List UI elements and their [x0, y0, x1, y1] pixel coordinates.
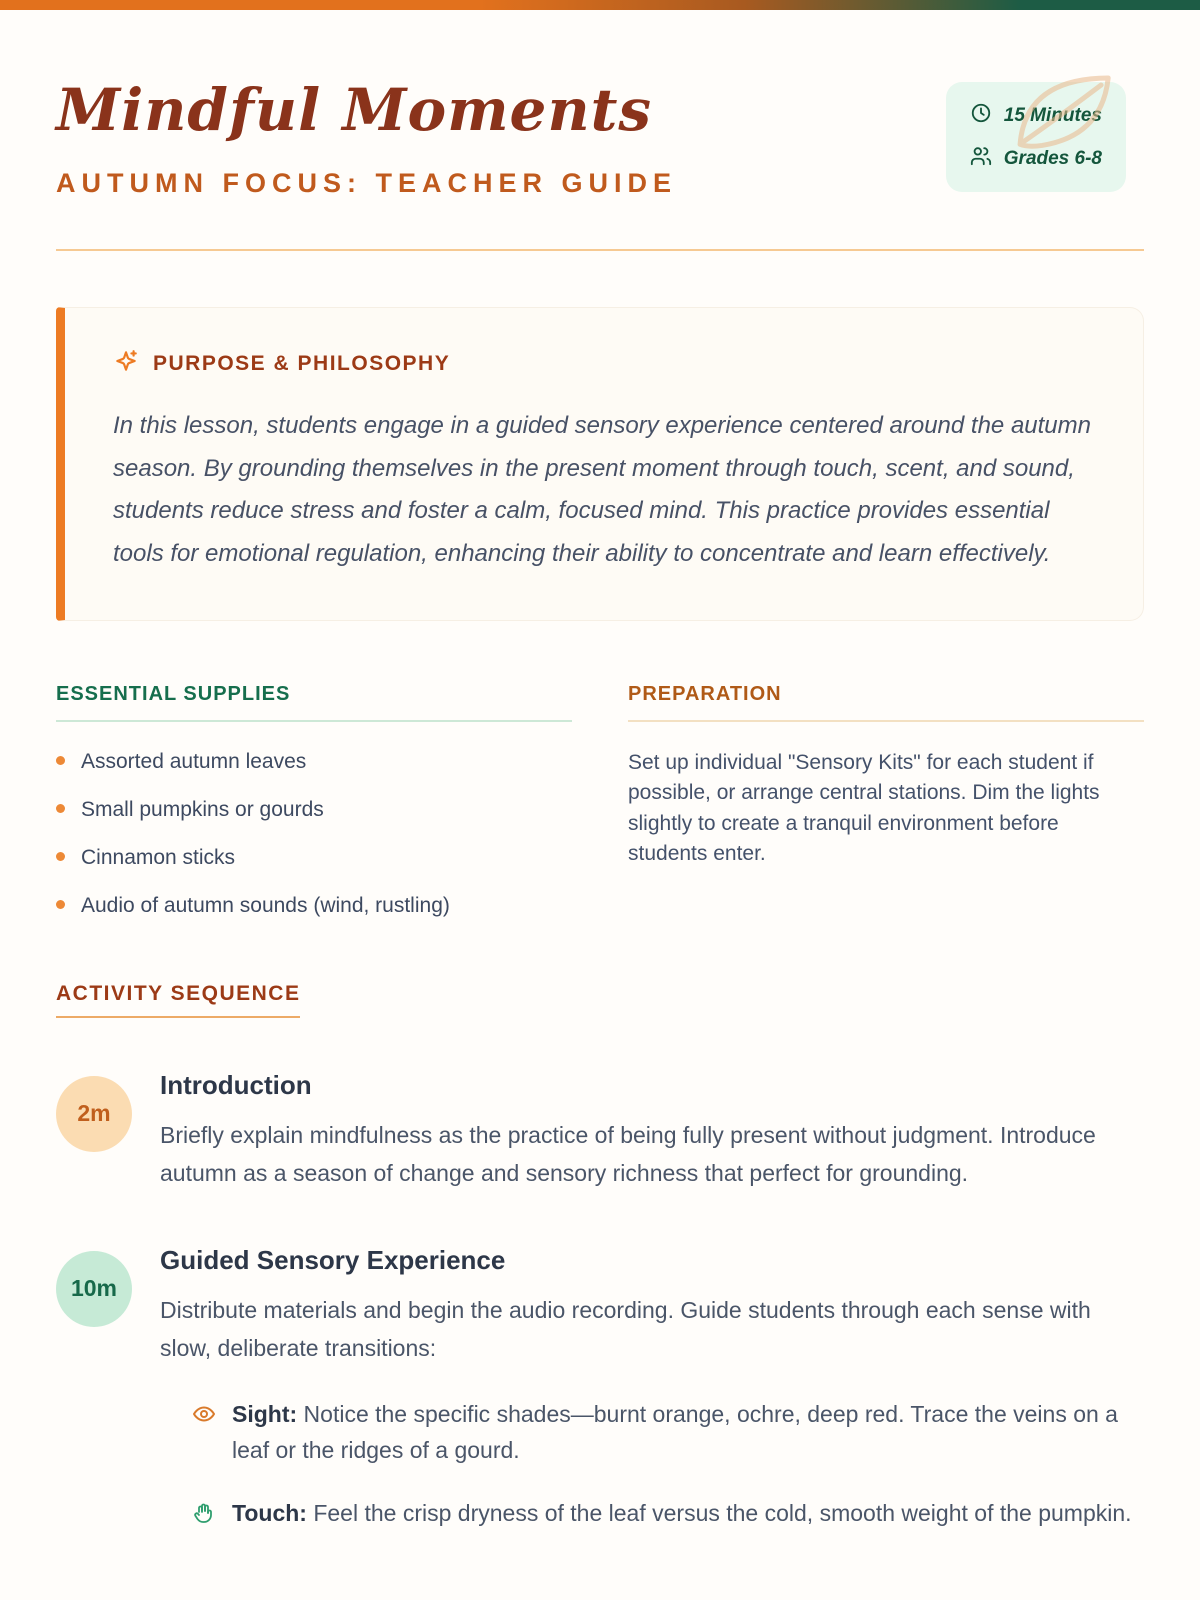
step-title: Introduction [160, 1069, 312, 1100]
activity-heading: ACTIVITY SEQUENCE [56, 982, 300, 1018]
hand-icon [192, 1501, 216, 1532]
list-item [56, 894, 572, 918]
step-content [160, 1245, 1144, 1532]
lesson-meta-card [946, 82, 1126, 192]
sense-list [160, 1396, 1144, 1532]
preparation-heading: PREPARATION [628, 683, 1144, 722]
sense-text [232, 1396, 1142, 1470]
supply-label: Cinnamon sticks [81, 845, 236, 869]
step-body: Distribute materials and begin the audio recording. Guide students through each sense with slow, deliberate transitions: [160, 1296, 1091, 1361]
time-badge: 10m [56, 1251, 132, 1327]
header [56, 10, 1144, 199]
sense-description: Notice the specific shades—burnt orange, ochre, deep red. Trace the veins on a leaf or the ridges of a gourd. [232, 1400, 1118, 1464]
purpose-heading: PURPOSE & PHILOSOPHY [153, 351, 451, 375]
activity-section [56, 982, 1144, 1532]
purpose-heading-row [113, 348, 1095, 379]
sparkles-icon [113, 348, 139, 379]
list-item [56, 846, 572, 870]
sense-label: Touch: [232, 1500, 307, 1527]
duration-label: 15 Minutes [1003, 104, 1102, 126]
document-page [0, 10, 1200, 1532]
supplies-column [56, 683, 572, 918]
preparation-body: Set up individual "Sensory Kits" for each student if possible, or arrange central stations. Dim the lights slightly to create a tranquil environment before students enter. [628, 750, 1100, 866]
activity-step-guided-sensory [56, 1245, 1144, 1532]
supplies-list [56, 750, 572, 918]
bullet-icon [56, 756, 65, 765]
supply-label: Audio of autumn sounds (wind, rustling) [81, 893, 450, 917]
bullet-icon [56, 852, 65, 861]
grades-label: Grades 6-8 [1003, 147, 1102, 169]
activity-heading-wrap [56, 982, 1144, 1018]
step-title: Guided Sensory Experience [160, 1244, 506, 1275]
clock-icon [970, 102, 992, 129]
sense-description: Feel the crisp dryness of the leaf versus the cold, smooth weight of the pumpkin. [313, 1500, 1132, 1527]
page-subtitle: AUTUMN FOCUS: TEACHER GUIDE [56, 168, 677, 198]
bullet-icon [56, 804, 65, 813]
supply-label: Small pumpkins or gourds [81, 797, 324, 821]
grades-row [970, 145, 1102, 172]
list-item [56, 750, 572, 774]
page-title: Mindful Moments [56, 76, 653, 144]
time-badge: 2m [56, 1076, 132, 1152]
purpose-section [56, 307, 1144, 621]
supplies-preparation-columns [56, 683, 1144, 918]
step-body: Briefly explain mindfulness as the practice of being fully present without judgment. Introduce autumn as a season of change and sensory richness that perfect for grounding. [160, 1121, 1096, 1186]
users-icon [970, 145, 992, 172]
supply-label: Assorted autumn leaves [81, 749, 307, 773]
sense-label: Sight: [232, 1400, 298, 1427]
sense-text [232, 1495, 1132, 1532]
preparation-column [628, 683, 1144, 918]
purpose-body: In this lesson, students engage in a guided sensory experience centered around the autumn season. By grounding themselves in the present moment through touch, scent, and sound, students reduce stress and foster a calm, focused mind. This practice provides essential tools for emotional regulation, enhancing their ability to concentrate and learn effectively. [113, 412, 1091, 568]
duration-row [970, 102, 1102, 129]
activity-step-introduction [56, 1070, 1144, 1193]
eye-icon [192, 1402, 216, 1470]
sense-item-touch [192, 1495, 1144, 1532]
header-divider [56, 249, 1144, 251]
step-content [160, 1070, 1144, 1193]
list-item [56, 798, 572, 822]
bullet-icon [56, 900, 65, 909]
sense-item-sight [192, 1396, 1144, 1470]
supplies-heading: ESSENTIAL SUPPLIES [56, 683, 572, 722]
top-gradient-bar [0, 0, 1200, 10]
